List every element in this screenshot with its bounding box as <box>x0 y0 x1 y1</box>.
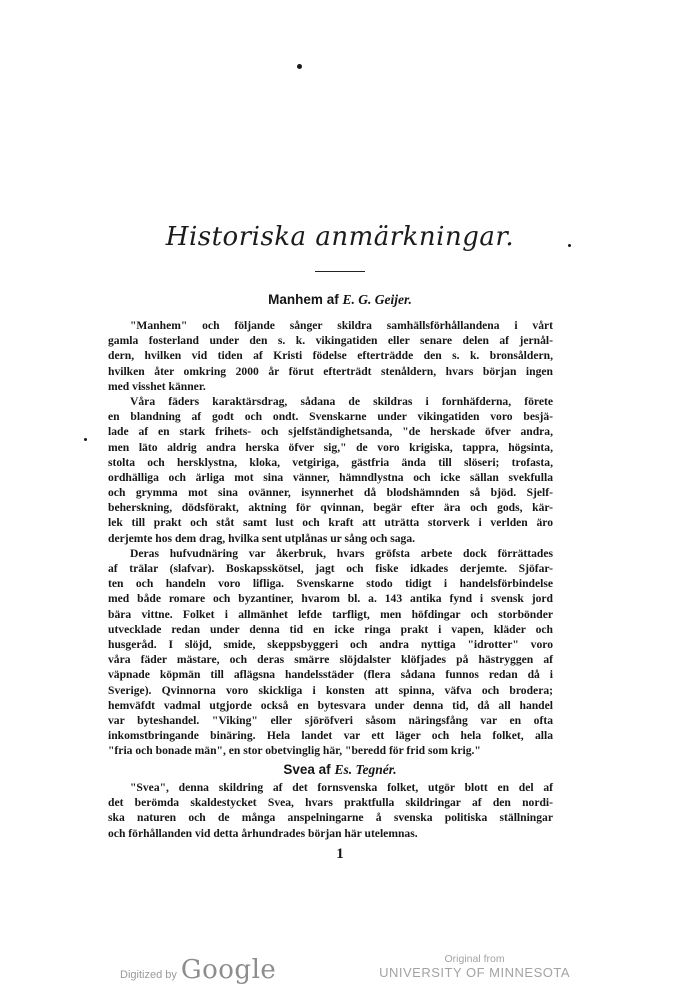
text-line: inkomstbringande binäring. Hela landet var ett läger och hela folket, alla <box>108 729 553 743</box>
text-line: men läto aldrig andra herska öfver sig," de voro krigiska, tappra, högsinta, <box>108 440 553 454</box>
heading-by: af <box>318 762 331 777</box>
institution-name: UNIVERSITY OF MINNESOTA <box>379 965 570 980</box>
text-line: våra fäder mästare, och deras smärre slöjdalster klöfjades på hästryggen af <box>108 653 553 667</box>
text-line: var byteshandel. "Viking" eller sjöröfveri såsom näringsfång var en ofta <box>108 713 553 727</box>
page-title: Historiska anmärkningar. <box>165 222 515 252</box>
text-line: och grymma mot sina ovänner, isynnerhet då blodshämnden så bjöd. Sjelf- <box>108 486 553 500</box>
text-line: husgeråd. I slöjd, smide, skeppsbyggeri och andra nyttiga "idrotter" voro <box>108 637 553 651</box>
text-line: "Manhem" och följande sånger skildra samhällsförhållandena i vårt <box>130 319 553 332</box>
text-line: Våra fäders karaktärsdrag, sådana de skildras i fornhäfderna, förete <box>130 394 553 408</box>
text-line: med visshet känner. <box>108 379 206 393</box>
text-line: ordhälliga och ärliga mot sina vänner, hämndlystna och icke sällan svekfulla <box>108 470 553 484</box>
section-heading-svea <box>0 762 680 778</box>
text-line: derjemte hos dem drag, hvilka sent utplånas ur sång och saga. <box>108 531 416 545</box>
text-line: väpnade köpmän till aflägsna handelsstäder (flera sådana funnos redan då i <box>108 668 553 682</box>
text-line: "Svea", denna skildring af det fornsvenska folket, utgör blott en del af <box>130 781 553 794</box>
heading-author: E. G. Geijer. <box>342 292 412 307</box>
text-line: "fria och bonade män", en stor obetvinglig här, "beredd för frid som krig." <box>108 744 481 758</box>
digitized-by-label: Digitized by <box>120 969 177 981</box>
text-line: beherskning, dödsförakt, aktning för qvinnan, begär efter ära och gods, kär- <box>108 501 553 515</box>
text-line: stolta och hersklystna, kloka, vetgiriga, gästfria ända till slöseri; trofasta, <box>108 455 553 469</box>
text-line: med både romare och byzantiner, hvarom bl. a. 143 antika fynd i svensk jord <box>108 592 553 606</box>
text-line: lek till prakt och ståt samt lust och kraft att uträtta storverk i verlden äro <box>108 516 553 530</box>
google-logo: Google <box>180 955 277 985</box>
heading-work-title: Manhem <box>268 292 323 307</box>
text-line: utvecklade redan under denna tid en icke ringa prakt i vapen, kläder och <box>108 622 553 636</box>
text-line: hemväfdt vadmal utgjorde också en bytesvara under denna tid, då all handel <box>108 698 553 712</box>
text-line: af trälar (slafvar). Boskapsskötsel, jagt och fiske idkades derjemte. Sjöfar- <box>108 562 553 575</box>
section-heading-manhem <box>0 292 680 308</box>
page-number: 1 <box>336 846 344 862</box>
ink-speck-left <box>84 438 87 441</box>
section-body-svea <box>108 780 553 841</box>
heading-author: Es. Tegnér. <box>334 762 397 777</box>
original-from-label: Original from <box>444 953 505 965</box>
title-underline-rule <box>315 271 365 272</box>
text-line: bära vittne. Folket i allmänhet lefde tarfligt, men höfdingar och storbönder <box>108 607 553 621</box>
text-line: ten och handeln voro lifliga. Svenskarne stodo tidigt i handelsförbindelse <box>108 577 553 591</box>
text-line: lade af en stark frihets- och sjelfständighetsanda, "de herskade öfver andra, <box>108 425 553 439</box>
digitized-by-credit <box>120 955 276 985</box>
text-line: Sverige). Qvinnorna voro skickliga i konsten att spinna, väfva och brodera; <box>108 683 553 697</box>
text-line: hvilken åter omkring 2000 år förut efterträdt stenåldern, hvars början ingen <box>108 364 553 378</box>
original-source-credit <box>379 953 570 980</box>
text-line: och förhållanden vid detta århundrades början här utelemnas. <box>108 826 418 840</box>
section-body-manhem <box>108 318 553 758</box>
text-line: ska naturen och de många anspelningarne å svenska politiska ställningar <box>108 811 553 825</box>
ink-speck-top <box>297 64 302 69</box>
text-line: dern, hvilken vid tiden af Kristi födelse efterträdde den s. k. bronsåldern, <box>108 349 553 363</box>
heading-work-title: Svea <box>283 762 315 777</box>
text-line: Deras hufvudnäring var åkerbruk, hvars gröfsta arbete dock förrättades <box>130 546 553 560</box>
text-line: en blandning af godt och ondt. Svenskarne under vikingatiden voro besjä- <box>108 410 553 424</box>
text-line: det berömda skaldestycket Svea, hvars praktfulla skildringar af den nordi- <box>108 796 553 810</box>
heading-by: af <box>326 292 339 307</box>
text-line: gamla fosterland under den s. k. vikingatiden eller senare delen af jernål- <box>108 334 553 348</box>
